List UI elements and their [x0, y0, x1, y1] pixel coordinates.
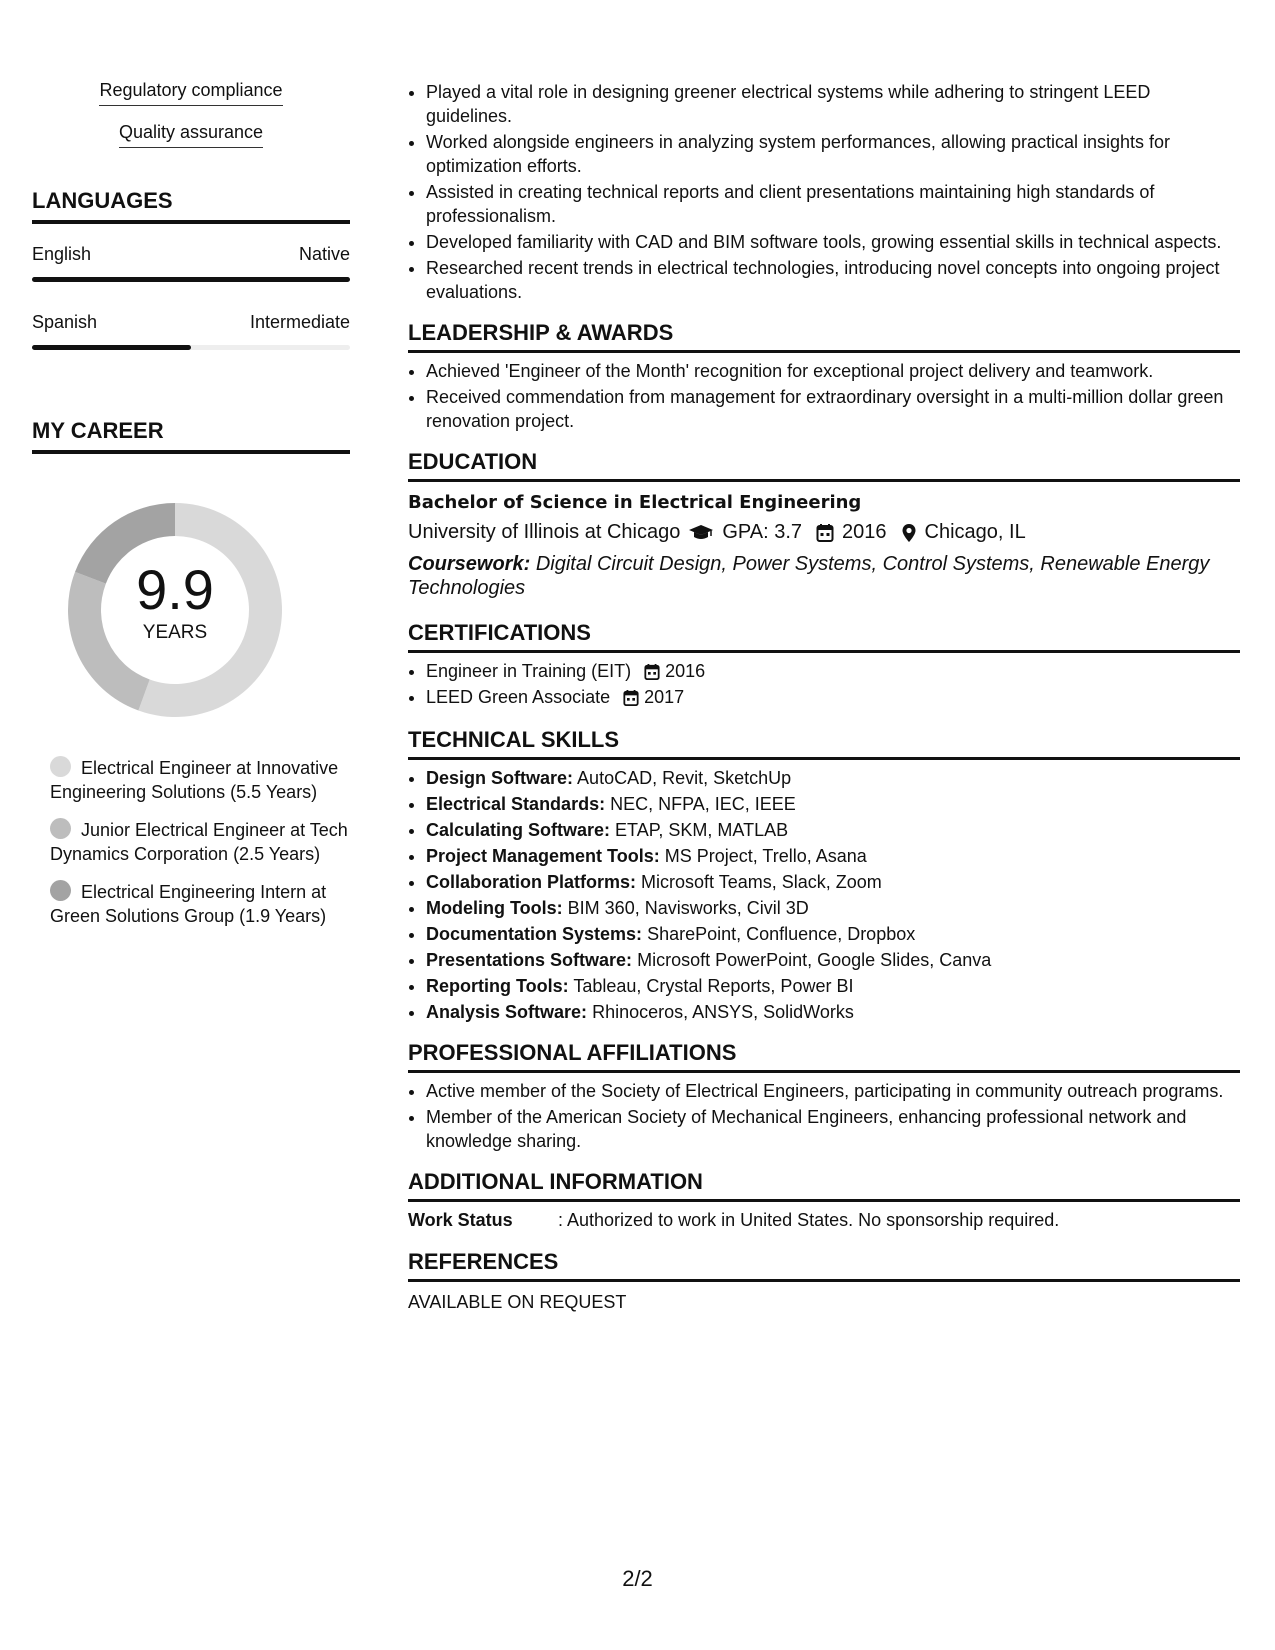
career-item: Electrical Engineering Intern at Green Solutions Group (1.9 Years) — [50, 882, 327, 926]
language-bar — [32, 277, 350, 282]
page-number: 2/2 — [622, 1566, 653, 1591]
technical-skills-section — [408, 727, 1240, 1024]
technical-skills-heading: TECHNICAL SKILLS — [408, 727, 1240, 760]
leadership-list — [408, 359, 1240, 433]
career-item: Electrical Engineer at Innovative Engineering Solutions (5.5 Years) — [50, 758, 339, 802]
calendar-icon — [644, 663, 660, 681]
career-total-years: 9.9 — [136, 558, 214, 621]
references-text: AVAILABLE ON REQUEST — [408, 1292, 627, 1312]
career-item: Junior Electrical Engineer at Tech Dynamics Corporation (2.5 Years) — [50, 820, 348, 864]
work-status-value: : Authorized to work in United States. No sponsorship required. — [558, 1210, 1060, 1230]
references-section — [408, 1249, 1240, 1313]
coursework-text: Digital Circuit Design, Power Systems, Control Systems, Renewable Energy Technologies — [408, 553, 1210, 599]
sidebar — [32, 80, 350, 942]
list-item: • Developed familiarity with CAD and BIM software tools, growing essential skills in technical aspects. — [426, 230, 1240, 254]
additional-info-heading: ADDITIONAL INFORMATION — [408, 1169, 1240, 1202]
list-item: • Member of the American Society of Mechanical Engineers, enhancing professional network and knowledge sharing. — [426, 1105, 1240, 1153]
leadership-heading: LEADERSHIP & AWARDS — [408, 320, 1240, 353]
education-heading: EDUCATION — [408, 449, 1240, 482]
language-row — [32, 244, 350, 265]
career-dot — [50, 756, 71, 777]
list-item: • Researched recent trends in electrical technologies, introducing novel concepts into ongoing project evaluations. — [426, 256, 1240, 304]
calendar-icon — [623, 689, 639, 707]
list-item: • Worked alongside engineers in analyzing system performances, allowing practical insights for optimization efforts. — [426, 130, 1240, 178]
certifications-list — [408, 659, 1240, 709]
certifications-heading: CERTIFICATIONS — [408, 620, 1240, 653]
graduation-cap-icon — [688, 524, 714, 542]
language-bar-fill — [32, 345, 191, 350]
language-level: Intermediate — [249, 312, 350, 332]
list-item: • Electrical Standards: NEC, NFPA, IEC, IEEE — [426, 792, 1240, 816]
education-degree: Bachelor of Science in Electrical Engineering — [408, 492, 862, 513]
list-item: • Reporting Tools: Tableau, Crystal Reports, Power BI — [426, 974, 1240, 998]
technical-skills-list — [408, 766, 1240, 1024]
certifications-section — [408, 620, 1240, 709]
career-section — [32, 418, 350, 928]
list-item: • Documentation Systems: SharePoint, Confluence, Dropbox — [426, 922, 1240, 946]
list-item: • Assisted in creating technical reports and client presentations maintaining high standards of professionalism. — [426, 180, 1240, 228]
list-item: • Presentations Software: Microsoft PowerPoint, Google Slides, Canva — [426, 948, 1240, 972]
career-dot — [50, 880, 71, 901]
list-item: • Calculating Software: ETAP, SKM, MATLAB — [426, 818, 1240, 842]
experience-bullets — [408, 80, 1240, 304]
list-item: • Project Management Tools: MS Project, Trello, Asana — [426, 844, 1240, 868]
main-content — [408, 80, 1240, 1313]
list-item: • Analysis Software: Rhinoceros, ANSYS, SolidWorks — [426, 1000, 1240, 1024]
additional-info-section — [408, 1169, 1240, 1231]
education-location: Chicago, IL — [924, 521, 1026, 543]
calendar-icon — [816, 523, 834, 543]
affiliations-heading: PROFESSIONAL AFFILIATIONS — [408, 1040, 1240, 1073]
career-dot — [50, 818, 71, 839]
leadership-section — [408, 320, 1240, 433]
list-item: • Achieved 'Engineer of the Month' recognition for exceptional project delivery and teamwork. — [426, 359, 1240, 383]
skill-chip: Quality assurance — [32, 122, 350, 148]
education-gpa: GPA: 3.7 — [722, 521, 803, 543]
work-status-row — [408, 1210, 1240, 1231]
education-section — [408, 449, 1240, 600]
work-status-label: Work Status — [408, 1210, 513, 1230]
language-bar — [32, 345, 350, 350]
list-item: • Modeling Tools: BIM 360, Navisworks, Civil 3D — [426, 896, 1240, 920]
list-item: • Played a vital role in designing greener electrical systems while adhering to stringent LEED guidelines. — [426, 80, 1240, 128]
skill-chip: Regulatory compliance — [32, 80, 350, 106]
education-school: University of Illinois at Chicago — [408, 521, 681, 543]
language-level: Native — [298, 244, 350, 264]
affiliations-section — [408, 1040, 1240, 1153]
affiliations-list — [408, 1079, 1240, 1153]
list-item: • LEED Green Associate 2017 — [426, 685, 1240, 709]
career-years-label: YEARS — [142, 622, 208, 643]
language-row — [32, 312, 350, 333]
language-bar-fill — [32, 277, 350, 282]
education-coursework — [408, 552, 1240, 600]
language-name: English — [32, 244, 92, 264]
career-list — [32, 756, 350, 928]
list-item: • Engineer in Training (EIT) 2016 — [426, 659, 1240, 683]
list-item: • Received commendation from management for extraordinary oversight in a multi-million dollar green renovation project. — [426, 385, 1240, 433]
coursework-label: Coursework: — [408, 553, 531, 575]
references-heading: REFERENCES — [408, 1249, 1240, 1282]
languages-section — [32, 188, 350, 350]
education-year: 2016 — [842, 521, 887, 543]
list-item: • Active member of the Society of Electrical Engineers, participating in community outreach programs. — [426, 1079, 1240, 1103]
career-heading: MY CAREER — [32, 418, 350, 454]
list-item: • Design Software: AutoCAD, Revit, SketchUp — [426, 766, 1240, 790]
career-donut-chart — [32, 494, 350, 726]
map-pin-icon — [901, 523, 917, 543]
languages-heading: LANGUAGES — [32, 188, 350, 224]
education-meta — [408, 521, 1240, 544]
language-name: Spanish — [32, 312, 98, 332]
list-item: • Collaboration Platforms: Microsoft Teams, Slack, Zoom — [426, 870, 1240, 894]
